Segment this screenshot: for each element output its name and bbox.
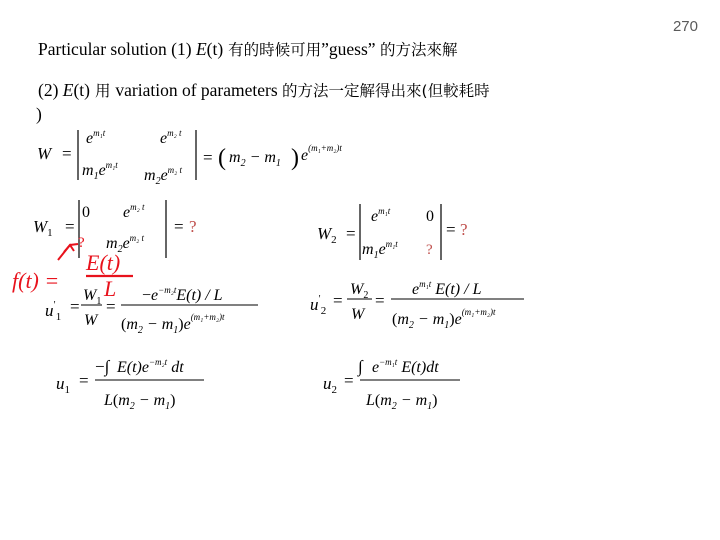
svg-text:m2 − m1: $m_2 - m_1$ bbox=[229, 149, 281, 169]
svg-text:?: ? bbox=[426, 242, 433, 258]
svg-text:=: = bbox=[346, 224, 356, 243]
svg-text:=: = bbox=[70, 297, 80, 316]
u1-prime-formula bbox=[45, 285, 258, 336]
wronskian-W bbox=[37, 128, 342, 187]
page-number: 270 bbox=[672, 18, 698, 35]
svg-text:u′2: $u'_2$ bbox=[310, 294, 327, 317]
svg-text:W: W bbox=[84, 312, 98, 329]
svg-text:e−m₁t E(t)dt: $e^{-m_1t}$ E(t)dt bbox=[372, 357, 439, 376]
svg-text:0: 0 bbox=[426, 208, 434, 225]
svg-text:=: = bbox=[106, 297, 116, 316]
svg-text:(m2 − m1)e(m₁+m₂)t: $(m_2 - m_1)e^{(m_1+m_2)t}$ bbox=[121, 312, 225, 336]
svg-text:m2em₂ t: $m_2e^{m_2 t}$ bbox=[106, 233, 145, 255]
svg-text:W1: $W_1$ bbox=[83, 287, 102, 307]
svg-text:L(m2 − m1): $L(m_2 - m_1)$ bbox=[104, 392, 176, 412]
svg-text:∫: ∫ bbox=[358, 357, 363, 376]
closing-paren: ) bbox=[36, 104, 42, 124]
svg-text:=: = bbox=[446, 220, 456, 239]
svg-text:−e−m₂tE(t) / L: $-e^{-m_2t}E(t) / L$ bbox=[142, 285, 223, 304]
svg-text:=: = bbox=[344, 371, 354, 390]
svg-text:u2: $u_2$ bbox=[323, 374, 337, 396]
svg-text:L(m2 − m1): $L(m_2 - m_1)$ bbox=[366, 392, 438, 412]
svg-text:em₂ t: $e^{m_2 t}$ bbox=[123, 202, 145, 221]
svg-text:W2: $W_2$ bbox=[317, 224, 337, 246]
u1-formula bbox=[56, 357, 204, 412]
svg-text:0: 0 bbox=[82, 204, 90, 221]
svg-text:=: = bbox=[333, 291, 343, 310]
svg-text:?: ? bbox=[460, 220, 468, 239]
svg-text:E(t): E(t) bbox=[86, 250, 121, 275]
svg-text:): ) bbox=[291, 145, 299, 171]
wronskian-W2 bbox=[317, 204, 468, 261]
svg-text:(m2 − m1)e(m₁+m₂)t: $(m_2 - m_1)e^{(m_1+m_2)t}$ bbox=[392, 307, 496, 331]
svg-text:em₁t E(t) / L: $e^{m_1t}$ E(t) / L bbox=[412, 279, 482, 298]
line2-t: (t) bbox=[73, 80, 91, 100]
svg-text:?: ? bbox=[189, 217, 197, 236]
svg-text:f(t) =: f(t) = bbox=[12, 268, 60, 293]
line2-E: E bbox=[62, 80, 74, 100]
svg-text:m1em₁t: $m_1e^{m_1t}$ bbox=[362, 239, 398, 261]
line1-middle: 有的時候可用 bbox=[223, 41, 322, 59]
svg-text:m2em₂ t: $m_2e^{m_2 t}$ bbox=[144, 165, 183, 187]
svg-text:?: ? bbox=[78, 235, 85, 251]
line2-method: variation of parameters bbox=[115, 80, 283, 100]
svg-text:em₁t: $e^{m_1t}$ bbox=[86, 128, 106, 147]
u2-formula bbox=[323, 357, 460, 412]
svg-text:E(t)e−m₂t dt: $E(t)e^{-m_2t}$ dt bbox=[117, 357, 184, 376]
svg-text:W: W bbox=[351, 306, 365, 323]
line2-yong: 用 bbox=[90, 82, 116, 100]
svg-text:L: L bbox=[104, 276, 117, 301]
svg-text:=: = bbox=[174, 217, 184, 236]
svg-text:u1: $u_1$ bbox=[56, 374, 70, 396]
svg-text:W: W bbox=[37, 144, 52, 163]
svg-text:em₁t: $e^{m_1t}$ bbox=[371, 206, 391, 225]
svg-text:m1em₁t: $m_1e^{m_1t}$ bbox=[82, 160, 118, 182]
svg-text:−∫: −∫ bbox=[95, 357, 110, 376]
svg-text:u′1: $u'_1$ bbox=[45, 300, 62, 323]
svg-text:(: ( bbox=[218, 145, 226, 171]
svg-text:=: = bbox=[79, 371, 89, 390]
svg-text:=: = bbox=[62, 144, 72, 163]
line1-suffix: 的方法來解 bbox=[379, 41, 458, 59]
svg-text:W1: $W_1$ bbox=[33, 217, 53, 239]
svg-text:=: = bbox=[65, 217, 75, 236]
line1-t: (t) bbox=[206, 39, 224, 59]
svg-text:em₂ t: $e^{m_2 t}$ bbox=[160, 128, 182, 147]
line1-E: E bbox=[195, 39, 207, 59]
line1-prefix: Particular solution (1) bbox=[38, 39, 196, 59]
svg-text:e(m₁+m₂)t: $e^{(m_1+m_2)t}$ bbox=[301, 143, 342, 164]
svg-text:=: = bbox=[375, 291, 385, 310]
line2-suffix: 的方法一定解得出來(但較耗時 bbox=[282, 82, 490, 100]
svg-text:=: = bbox=[203, 148, 213, 167]
svg-text:W2: $W_2$ bbox=[350, 281, 369, 301]
line1-quote: ”guess” bbox=[321, 39, 380, 59]
u2-prime-formula bbox=[310, 279, 524, 331]
line2-prefix: (2) bbox=[38, 80, 63, 100]
